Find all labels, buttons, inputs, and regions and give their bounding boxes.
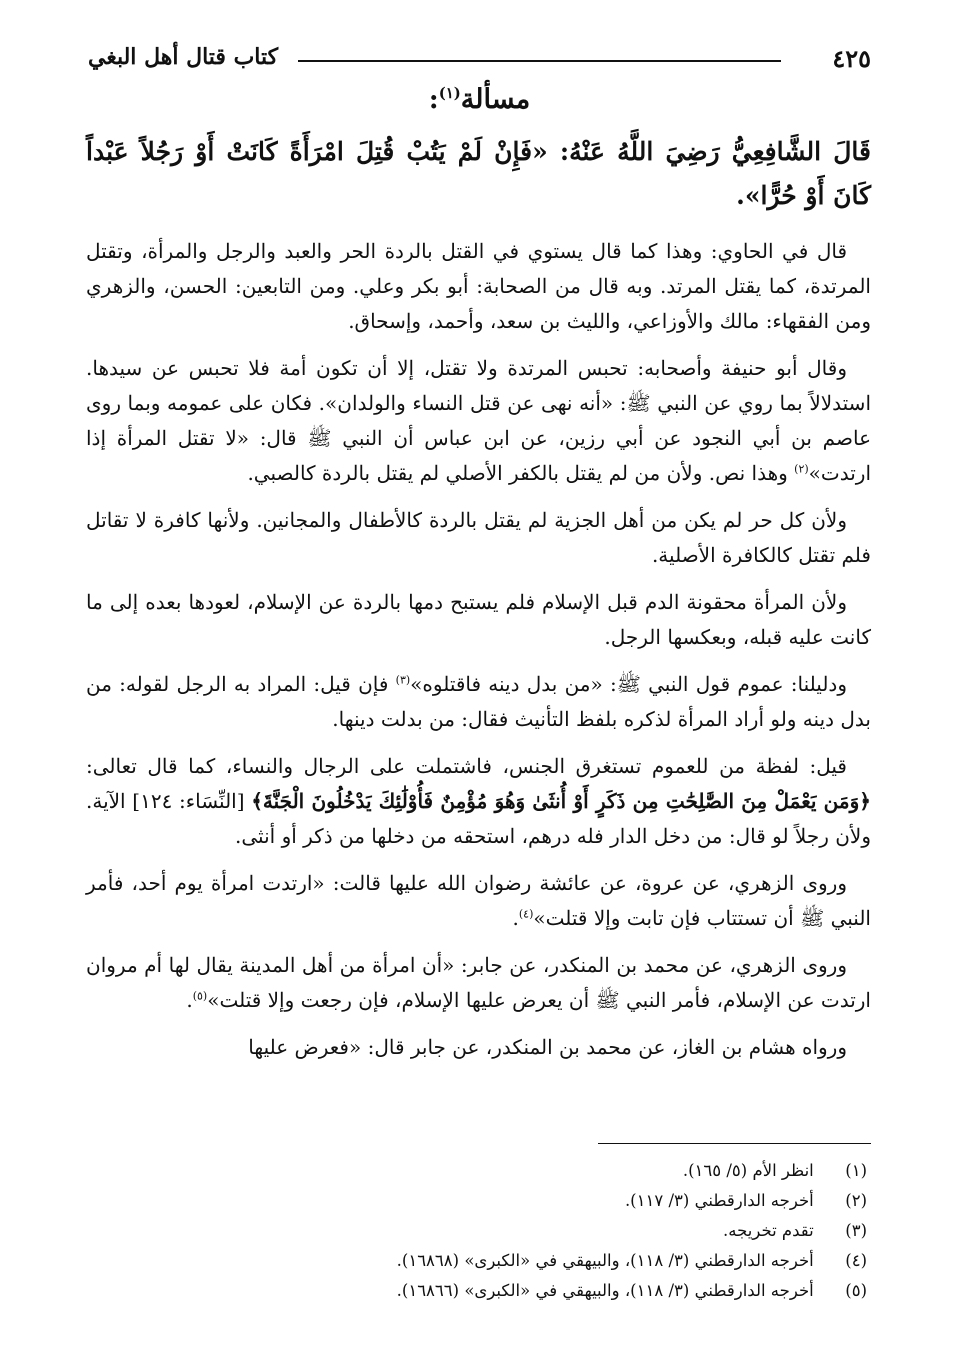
paragraph-text: وقال أبو حنيفة وأصحابه: تحبس المرتدة ولا تقتل، إلا أن تكون أمة فلا تحبس عن سيدها. استدلالاً بما روي عن النبي ﷺ: «أنه نهى عن قتل النساء والولدان». فكان على عمومه وبما روى عاصم بن أبي النجود عن أبي رزين، عن ابن عباس أن النبي ﷺ قال: «لا تقتل المرأة إذا ارتدت» [86,356,871,485]
footnote-number: (٥) [845,1281,867,1300]
book-title: كتاب قتال أهل البغي [88,44,279,70]
quran-verse: ﴿وَمَن يَعْمَلْ مِنَ الصَّٰلِحَٰتِ مِن ذَكَرٍ أَوْ أُنثَىٰ وَهُوَ مُؤْمِنٌ فَأُوْلَٰئِكَ يَدْخُلُونَ الْجَنَّةَ﴾ [251,789,871,813]
paragraph: ورواه هشام بن الغاز، عن محمد بن المنكدر، عن جابر قال: «فعرض عليها [248,1035,847,1059]
paragraph-text: وروى الزهري، عن محمد بن المنكدر، عن جابر: «أن امرأة من أهل المدينة يقال لها أم مروان ارتدت عن الإسلام، فأمر النبي ﷺ أن يعرض عليها الإسلام، فإن رجعت وإلا قتلت» [86,953,871,1012]
footnote-number: (٣) [845,1221,867,1240]
footnote [86,1156,867,1186]
paragraph [86,866,871,936]
footnote-mark: (٣) [395,673,411,687]
footnote-text: تقدم تخريجه. [723,1221,814,1240]
footnote-text: أخرجه الدارقطني (٣/ ١١٧). [624,1191,814,1210]
paragraph [86,948,871,1018]
footnote-mark: (٤) [518,907,534,921]
footnote-text: أخرجه الدارقطني (٣/ ١١٨)، والبيهقي في «الكبرى» (١٦٨٦٦). [396,1281,814,1300]
paragraph-text: قيل: لفظة من للعموم تستغرق الجنس، فاشتملت على الرجال والنساء، كما قال تعالى: [86,754,847,778]
footnote-mark: (٥) [192,989,208,1003]
paragraph-text: ودليلنا: عموم قول النبي ﷺ: «من بدل دينه فاقتلوه» [410,672,847,696]
paragraph: قال في الحاوي: وهذا كما قال يستوي في القتل بالردة الحر والعبد والرجل والمرأة، وتقتل المرتدة، كما يقتل المرتد. وبه قال من الصحابة: أبو بكر وعلي. ومن التابعين: الحسن، والزهري ومن الفقهاء: مالك والأوزاعي، والليث بن سعد، وأحمد، وإسحاق. [86,239,871,333]
section-heading [88,84,871,115]
footnotes [86,1156,867,1306]
paragraph-text: . [512,906,519,930]
heading-suffix: : [428,84,439,115]
footnote-number: (١) [845,1161,867,1180]
footnote-text: أخرجه الدارقطني (٣/ ١١٨)، والبيهقي في «الكبرى» (١٦٨٦٨). [396,1251,814,1270]
footnote [86,1216,867,1246]
header-rule [298,60,781,62]
lead-quote: قَالَ الشَّافِعِيُّ رَضِيَ اللَّهُ عَنْهُ: «فَإِنْ لَمْ يَتُبْ قُتِلَ امْرَأَةً كَانَتْ أَوْ رَجُلاً عَبْداً كَانَ أَوْ حُرًّا». [86,137,871,210]
footnote-number: (٤) [845,1251,867,1270]
footnote-separator [598,1143,871,1144]
footnote-mark: (٢) [794,462,809,476]
paragraph [86,351,871,491]
paragraph-text: . [186,988,193,1012]
paragraph-text: وروى الزهري، عن عروة، عن عائشة رضوان الله عليها قالت: «ارتدت امرأة يوم أحد، فأمر النبي ﷺ أن تستتاب فإن تابت وإلا قتلت» [86,871,871,930]
paragraph: ولأن المرأة محقونة الدم قبل الإسلام فلم يستبح دمها بالردة عن الإسلام، لعودها بعده إلى ما كانت عليه قبله، وبعكسها الرجل. [86,590,871,649]
main-text [86,130,871,1077]
heading-text: مسألة [460,84,531,115]
paragraph: ولأن كل حر لم يكن من أهل الجزية لم يقتل بالردة كالأطفال والمجانين. ولأنها كافرة لا تقاتل فلم تقتل كالكافرة الأصلية. [86,508,871,567]
footnote-number: (٢) [845,1191,867,1210]
paragraph-text: وهذا نص. ولأن من لم يقتل بالكفر الأصلي لم يقتل بالردة كالصبي. [247,461,795,485]
footnote-text: انظر الأم (٥/ ١٦٥). [682,1161,814,1180]
running-header [88,40,871,80]
footnote [86,1186,867,1216]
footnote-mark: (١) [438,84,461,102]
footnote [86,1246,867,1276]
paragraph-text: [النِّسَاء: ١٢٤] الآية. ولأن رجلاً لو قال: من دخل الدار فله درهم، استحقه من دخلها من ذكر أو أنثى. [86,789,871,848]
footnote [86,1276,867,1306]
page-number: ٤٢٥ [832,44,871,73]
paragraph [86,749,871,854]
paragraph [86,667,871,737]
paragraph-text: فإن قيل: المراد به الرجل لقوله: من بدل دينه ولو أراد المرأة لذكره بلفظ التأنيث فقال: من بدلت دينها. [86,672,871,731]
